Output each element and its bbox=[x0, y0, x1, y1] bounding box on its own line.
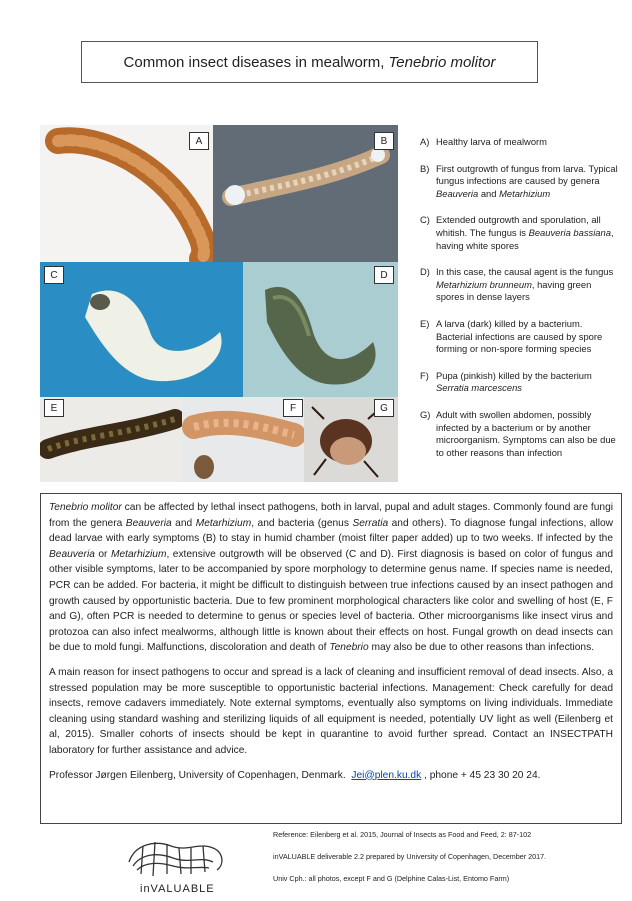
paragraph-text: or bbox=[94, 548, 111, 560]
paragraph-text: and others). To diagnose fungal infections, allow dead larvae with early symptoms (B) to stay in humid chamber (moist filter paper added) up to two weeks. If infected by the bbox=[49, 517, 613, 545]
paragraph-text: Serratia bbox=[352, 517, 389, 529]
paragraph-text: may also be due to other reasons than infections. bbox=[368, 642, 595, 654]
photo-d-label: D bbox=[374, 266, 394, 284]
legend-letter: A) bbox=[420, 136, 430, 147]
paragraph-text: Tenebrio bbox=[329, 642, 369, 654]
title-main: Common insect diseases in mealworm, bbox=[123, 53, 385, 71]
contact-line bbox=[49, 768, 613, 784]
photo-f-label: F bbox=[283, 399, 303, 417]
legend-text: Pupa (pinkish) killed by the bacterium bbox=[436, 369, 592, 381]
legend-text: Beauveria bbox=[436, 187, 479, 199]
paragraph-text: Beauveria bbox=[125, 517, 172, 529]
contact-email-link[interactable]: Jei@plen.ku.dk bbox=[351, 769, 422, 781]
contact-name: Professor Jørgen Eilenberg, University of Copenhagen, Denmark. bbox=[49, 769, 346, 781]
legend-item bbox=[420, 266, 620, 304]
legend-text: Adult with swollen abdomen, possibly infected by a bacterium or by another microorganism. Symptoms can also be due to other reasons than infection bbox=[436, 408, 616, 458]
references bbox=[273, 829, 546, 895]
legend-letter: F) bbox=[420, 369, 429, 381]
contact-phone: , phone + 45 23 30 20 24. bbox=[424, 769, 541, 781]
legend-item bbox=[420, 409, 620, 459]
paragraph-text: Metarhizium bbox=[110, 548, 167, 560]
legend-text: Healthy larva of mealworm bbox=[436, 136, 547, 147]
paragraph-text: Metarhizium bbox=[195, 517, 252, 529]
photo-legend bbox=[420, 136, 620, 473]
page-title bbox=[81, 41, 538, 83]
legend-item bbox=[420, 136, 620, 149]
legend-description bbox=[436, 214, 620, 252]
photo-c bbox=[40, 262, 243, 397]
legend-letter: E) bbox=[420, 317, 430, 329]
photo-b-image bbox=[213, 125, 398, 262]
photo-e-label: E bbox=[44, 399, 64, 417]
title-species: Tenebrio molitor bbox=[388, 53, 496, 71]
legend-letter: G) bbox=[420, 408, 431, 420]
photo-c-label: C bbox=[44, 266, 64, 284]
paragraph-text: , extensive outgrowth will be observed (C and D). First diagnosis is based on color of fungus and other visible symptoms, later to be accompanied by spore morphology to determine genus name. If species name is needed, PCR can be added. For bacteria, it might be difficult to distinguish between true infections caused by an insect pathogen and growth caused by opportunistic bacteria. Due to few prominent morphological characters like color and swelling of host (E, F and G), often PCR is needed to determine to genus or species level of bacteria. Other microorganisms like insect virus and protozoa can also infect mealworms, although little is known about their effects on host. Fungal growth on dead insects can be due to mold fungi. Malfunctions, discoloration and death of bbox=[49, 548, 613, 654]
legend-description bbox=[436, 409, 620, 459]
legend-letter: B) bbox=[420, 162, 430, 174]
legend-item bbox=[420, 214, 620, 252]
photo-credits-line: Univ Cph.: all photos, except F and G (Delphine Calas-List, Entomo Farm) bbox=[273, 874, 510, 883]
legend-text: Serratia marcescens bbox=[436, 382, 522, 394]
legend-text: In this case, the causal agent is the fungus bbox=[436, 266, 614, 278]
logo-text: inVALUABLE bbox=[140, 883, 215, 895]
legend-description bbox=[436, 318, 620, 356]
photo-a bbox=[40, 125, 213, 262]
paragraph-management bbox=[49, 665, 613, 759]
legend-text: Extended outgrowth and sporulation, all whitish. The fungus is bbox=[436, 214, 601, 238]
legend-text: , having green spores in dense layers bbox=[436, 278, 592, 303]
reference-line: Reference: Eilenberg et al. 2015, Journal of Insects as Food and Feed, 2: 87-102 bbox=[273, 830, 532, 839]
photo-a-image bbox=[40, 125, 213, 262]
description-box bbox=[40, 493, 622, 824]
legend-item bbox=[420, 163, 620, 201]
paragraph-text: can be affected by lethal insect pathogens, both in larval, pupal and adult stages. Commonly found are fungi from the genera bbox=[49, 502, 614, 529]
paragraph-text: and bbox=[171, 517, 196, 529]
legend-text: , having white spores bbox=[436, 226, 614, 251]
legend-text: First outgrowth of fungus from larva. Typical fungus infections are caused by genera bbox=[436, 162, 618, 187]
paragraph-text: , and bacteria (genus bbox=[251, 517, 353, 529]
legend-description bbox=[436, 136, 620, 149]
paragraph-text: A main reason for insect pathogens to occur and spread is a lack of cleaning and insufficient removal of dead insects. Also, a stressed population may be more susceptible to opportunistic bacterial infections. Management: Check carefully for dead insects, remove cadavers immediately. Note external symptoms, eventually also symptoms on living individuals. Immediate cleaning using standard washing and sterilizing liquids of all equipment is needed, potentially UV light as well (Eilenberg et al, 2015). Smaller cohorts of insects should be kept in quarantine to avoid further spread. Contact an INSECTPATH laboratory for further assistance and advice. bbox=[49, 666, 613, 756]
legend-description bbox=[436, 163, 620, 201]
legend-text: Metarhizium brunneum bbox=[436, 278, 532, 290]
legend-text: Metarhizium bbox=[499, 187, 551, 199]
paragraph-text: Tenebrio molitor bbox=[49, 502, 122, 513]
legend-item bbox=[420, 370, 620, 395]
legend-letter: D) bbox=[420, 266, 430, 278]
deliverable-line: inVALUABLE deliverable 2.2 prepared by University of Copenhagen, December 2017. bbox=[273, 852, 547, 861]
legend-text: and bbox=[478, 187, 500, 199]
legend-letter: C) bbox=[420, 214, 430, 226]
legend-description bbox=[436, 266, 620, 304]
paragraph-diagnosis bbox=[49, 500, 613, 656]
paragraph-text: Beauveria bbox=[49, 548, 95, 560]
legend-description bbox=[436, 370, 620, 395]
photo-b bbox=[213, 125, 398, 262]
legend-text: A larva (dark) killed by a bacterium. Bacterial infections are caused by spore forming or non-spore forming species bbox=[436, 317, 603, 355]
photo-a-label: A bbox=[189, 132, 209, 150]
legend-item bbox=[420, 318, 620, 356]
photo-g-label: G bbox=[374, 399, 394, 417]
photo-b-label: B bbox=[374, 132, 394, 150]
legend-text: Beauveria bassiana bbox=[528, 226, 611, 238]
photo-c-image bbox=[40, 262, 243, 397]
